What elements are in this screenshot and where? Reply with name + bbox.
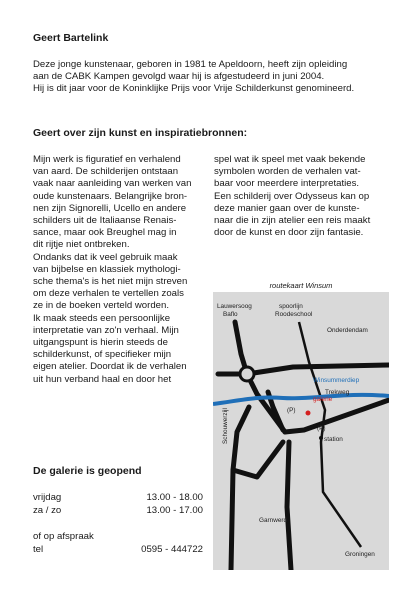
body-line: spel wat ik speel met vaak bekende bbox=[214, 154, 366, 165]
body-line: van bijbelse en klassiek mythologi- bbox=[33, 263, 181, 275]
label-baflo: Baflo bbox=[223, 311, 238, 318]
label-trekweg: Trekweg bbox=[325, 389, 350, 396]
hours-time: 13.00 - 18.00 bbox=[146, 492, 203, 503]
body-line: naar die in zijn atelier een reis maakt bbox=[214, 215, 371, 227]
text-column-right bbox=[214, 154, 370, 239]
artist-heading: Geert Bartelink bbox=[33, 32, 109, 44]
body-line: schilderkunst, of specifieker mijn bbox=[33, 349, 172, 361]
body-line: van aard. De schilderijen ontstaan bbox=[33, 166, 179, 178]
phone-number: 0595 - 444722 bbox=[141, 544, 203, 555]
body-line: dit rijtje niet ontbreken. bbox=[33, 239, 130, 251]
label-winsummerdiep: Winsummerdiep bbox=[313, 377, 360, 384]
body-line: deze manier gaan over de kunste- bbox=[214, 202, 360, 214]
body-line: uit hun verband haal en door het bbox=[33, 373, 172, 385]
station-marker bbox=[319, 436, 323, 440]
inspiration-heading: Geert over zijn kunst en inspiratiebronnen: bbox=[33, 127, 248, 139]
hours-heading: De galerie is geopend bbox=[33, 465, 142, 477]
label-roodeschool: Roodeschool bbox=[275, 311, 313, 318]
opening-hours bbox=[33, 492, 203, 555]
hours-day: vrijdag bbox=[33, 492, 62, 503]
label-parking: (P) bbox=[317, 425, 326, 432]
body-line: baar voor meerdere interpretaties. bbox=[214, 178, 360, 190]
hours-time: 13.00 - 17.00 bbox=[146, 505, 203, 516]
body-line: vaak naar aanleiding van werken van bbox=[33, 178, 192, 190]
body-line: uitgangspunt is hierin steeds de bbox=[33, 337, 168, 349]
label-onderdendam: Onderdendam bbox=[327, 327, 368, 334]
body-line: Mijn werk is figuratief en verhalend bbox=[33, 154, 181, 165]
artist-intro bbox=[33, 59, 354, 95]
body-line: sance, maar ook Breughel mag in bbox=[33, 227, 177, 239]
body-line: ze in de boeken verteld worden. bbox=[33, 300, 169, 312]
body-line: symbolen worden de verhalen vat- bbox=[214, 166, 361, 178]
label-schouwerzijl: Schouwerzijl bbox=[222, 408, 229, 444]
body-line: Ondanks dat ik veel gebruik maak bbox=[33, 251, 178, 263]
appointment-note: of op afspraak bbox=[33, 531, 94, 542]
body-line: door de kunst en door zijn fantasie. bbox=[214, 227, 364, 239]
hours-day: za / zo bbox=[33, 505, 62, 516]
body-line: nen zijn Signorelli, Ucello en andere bbox=[33, 202, 187, 214]
intro-line: Deze jonge kunstenaar, geboren in 1981 te Apeldoorn, heeft zijn opleiding bbox=[33, 59, 348, 70]
intro-line: Hij is dit jaar voor de Koninklijke Prijs voor Vrije Schilderkunst genomineerd. bbox=[33, 83, 355, 94]
body-line: sche thema's is het niet mijn streven bbox=[33, 276, 188, 288]
label-lauwersoog: Lauwersoog bbox=[217, 303, 252, 310]
hours-row bbox=[33, 505, 203, 516]
roundabout bbox=[240, 367, 254, 381]
body-line: om deze verhalen te vertellen zoals bbox=[33, 288, 184, 300]
body-line: Ik maak steeds een persoonlijke bbox=[33, 312, 171, 324]
label-parking: (P) bbox=[287, 407, 296, 414]
body-line: oude kunstenaars. Belangrijke bron- bbox=[33, 190, 188, 202]
body-line: eigen atelier. Doordat ik de verhalen bbox=[33, 361, 187, 373]
map-title: routekaart Winsum bbox=[269, 281, 333, 290]
gallery-marker bbox=[306, 411, 311, 416]
text-column-left bbox=[33, 154, 191, 386]
label-spoorlijn: spoorlijn bbox=[279, 303, 303, 310]
body-line: Een schilderij over Odysseus kan op bbox=[214, 190, 370, 202]
hours-row bbox=[33, 492, 203, 503]
label-galerie: galerie bbox=[313, 396, 333, 403]
route-map bbox=[213, 292, 389, 570]
label-station: station bbox=[324, 436, 343, 443]
label-garnwerd: Garnwerd bbox=[259, 517, 288, 524]
body-line: interpretatie van zo'n verhaal. Mijn bbox=[33, 324, 179, 336]
phone-label: tel bbox=[33, 544, 44, 555]
intro-line: aan de CABK Kampen gevolgd waar hij is afgestudeerd in juni 2004. bbox=[33, 71, 325, 82]
phone-row bbox=[33, 544, 203, 555]
body-line: schilders uit de Italiaanse Renais- bbox=[33, 215, 177, 227]
label-groningen: Groningen bbox=[345, 551, 375, 558]
